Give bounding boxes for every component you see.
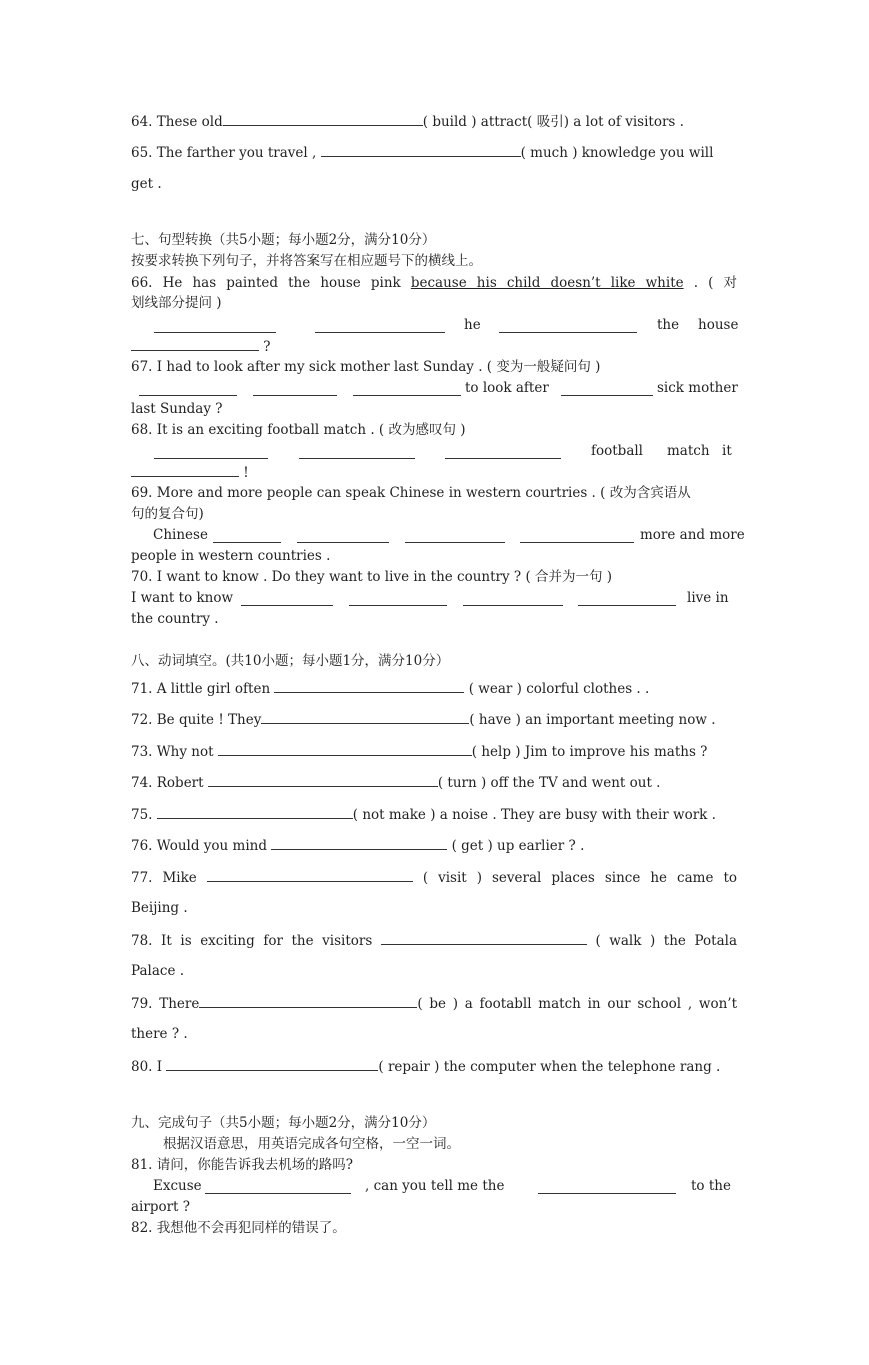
- answer-blank[interactable]: [271, 835, 447, 850]
- question-72: 72. Be quite ! They ( have ) an important meeting now .: [131, 709, 737, 730]
- question-69: 69. More and more people can speak Chinese in western courtries . ( 改为含宾语从: [131, 485, 691, 501]
- question-66: 66. He has painted the house pink because his child doesn’t like white . ( 对: [131, 275, 738, 291]
- question-67: 67. I had to look after my sick mother last Sunday . ( 变为一般疑问句 ): [131, 359, 601, 375]
- answer-blank[interactable]: [241, 591, 333, 606]
- answer-blank[interactable]: [349, 591, 447, 606]
- answer-blank[interactable]: [253, 381, 337, 396]
- question-70: 70. I want to know . Do they want to live in the country ? ( 合并为一句 ): [131, 569, 613, 585]
- question-67-line3: last Sunday ?: [131, 401, 223, 417]
- question-81-line3: airport ?: [131, 1199, 190, 1215]
- answer-blank[interactable]: [499, 318, 637, 333]
- question-74: 74. Robert ( turn ) off the TV and went out .: [131, 772, 737, 793]
- section-9-instruction: 根据汉语意思，用英语完成各句空格，一空一词。: [163, 1136, 460, 1152]
- question-78: 78. It is exciting for the visitors ( walk ) the Potala: [131, 930, 737, 951]
- answer-blank[interactable]: [166, 1056, 378, 1071]
- answer-blank[interactable]: [207, 867, 413, 882]
- answer-blank[interactable]: [157, 804, 353, 819]
- question-77-continuation: Beijing .: [131, 900, 188, 916]
- question-65: 65. The farther you travel , ( much ) knowledge you will: [131, 142, 737, 163]
- answer-blank[interactable]: [353, 381, 461, 396]
- question-81: 81. 请问，你能告诉我去机场的路吗?: [131, 1157, 353, 1173]
- underlined-phrase: because his child doesn’t like white: [410, 275, 684, 291]
- answer-blank[interactable]: [321, 142, 521, 157]
- answer-blank[interactable]: [520, 528, 634, 543]
- answer-blank[interactable]: [299, 444, 415, 459]
- answer-blank[interactable]: [223, 111, 423, 126]
- question-82: 82. 我想他不会再犯同样的错误了。: [131, 1220, 346, 1236]
- answer-blank[interactable]: [538, 1179, 676, 1194]
- answer-blank[interactable]: [131, 462, 239, 477]
- answer-blank[interactable]: [213, 528, 281, 543]
- answer-blank[interactable]: [381, 930, 587, 945]
- question-79: 79. There ( be ) a footabll match in our school , won’t: [131, 993, 737, 1014]
- answer-blank[interactable]: [405, 528, 505, 543]
- section-7-instruction: 按要求转换下列句子，并将答案写在相应题号下的横线上。: [131, 253, 482, 269]
- answer-blank[interactable]: [205, 1179, 351, 1194]
- question-66-answer-line2: ?: [131, 336, 737, 357]
- answer-blank[interactable]: [261, 709, 469, 724]
- answer-blank[interactable]: [315, 318, 445, 333]
- section-7-title: 七、句型转换（共5小题；每小题2分，满分10分）: [131, 232, 436, 248]
- question-79-continuation: there ? .: [131, 1026, 188, 1042]
- question-70-line3: the country .: [131, 611, 219, 627]
- answer-blank[interactable]: [131, 336, 259, 351]
- question-69-line2: 句的复合句): [131, 506, 204, 522]
- question-65-continuation: get .: [131, 176, 162, 192]
- answer-blank[interactable]: [445, 444, 561, 459]
- question-69-line4: people in western countries .: [131, 548, 331, 564]
- question-64: 64. These old ( build ) attract( 吸引) a lot of visitors .: [131, 111, 737, 132]
- answer-blank[interactable]: [274, 678, 464, 693]
- question-68: 68. It is an exciting football match . ( 改为感叹句 ): [131, 422, 466, 438]
- answer-blank[interactable]: [154, 318, 276, 333]
- answer-blank[interactable]: [218, 741, 472, 756]
- answer-blank[interactable]: [463, 591, 563, 606]
- question-77: 77. Mike ( visit ) several places since he came to: [131, 867, 737, 888]
- answer-blank[interactable]: [561, 381, 653, 396]
- question-71: 71. A little girl often ( wear ) colorful clothes . .: [131, 678, 737, 699]
- answer-blank[interactable]: [297, 528, 389, 543]
- question-76: 76. Would you mind ( get ) up earlier ? .: [131, 835, 737, 856]
- answer-blank[interactable]: [154, 444, 268, 459]
- answer-blank[interactable]: [208, 772, 438, 787]
- answer-blank[interactable]: [578, 591, 676, 606]
- question-66-line2: 划线部分提问 ): [131, 295, 222, 311]
- question-68-answer-line2: !: [131, 462, 737, 483]
- section-9-title: 九、完成句子（共5小题；每小题2分，满分10分）: [131, 1115, 436, 1131]
- answer-blank[interactable]: [139, 381, 237, 396]
- question-80: 80. I ( repair ) the computer when the telephone rang .: [131, 1056, 737, 1077]
- question-78-continuation: Palace .: [131, 963, 185, 979]
- question-73: 73. Why not ( help ) Jim to improve his maths ?: [131, 741, 737, 762]
- question-75: 75. ( not make ) a noise . They are busy with their work .: [131, 804, 737, 825]
- answer-blank[interactable]: [199, 993, 417, 1008]
- section-8-title: 八、动词填空。(共10小题；每小题1分，满分10分）: [131, 653, 450, 669]
